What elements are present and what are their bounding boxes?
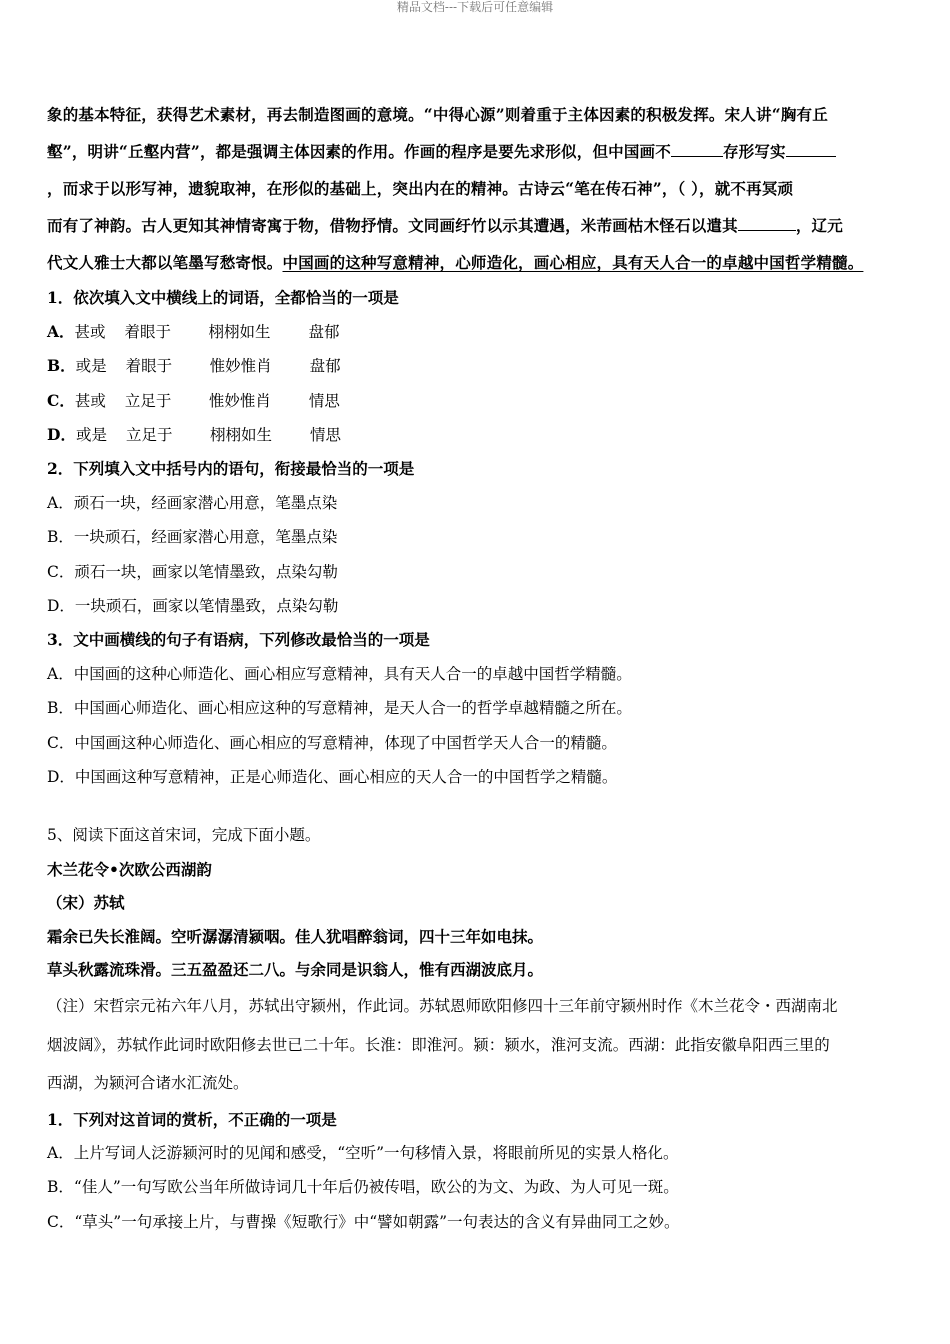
option-d: D．一块顽石，画家以笔情墨致，点染勾勒 (47, 596, 339, 615)
option-a: A．甚或 着眼于 栩栩如生 盘郁 (47, 322, 340, 342)
option-b: B．中国画心师造化、画心相应这种的写意精神，是天人合一的哲学卓越精髓之所在。 (47, 699, 632, 718)
question-3 (47, 623, 903, 794)
option-c: C．甚或 立足于 惟妙惟肖 情思 (47, 390, 340, 410)
note-line: 西湖，为颍河合诸水汇流处。 (47, 1074, 249, 1093)
question-stem: 2．下列填入文中括号内的语句，衔接最恰当的一项是 (47, 459, 415, 479)
question-stem: 1．依次填入文中横线上的词语，全都恰当的一项是 (47, 288, 399, 307)
poem-author: （宋）苏轼 (47, 893, 125, 913)
option-c: C．顽石一块，画家以笔情墨致，点染勾勒 (47, 562, 338, 581)
passage-line: 象的基本特征，获得艺术素材，再去制造图画的意境。“中得心源”则着重于主体因素的积极发挥。宋人讲“胸有丘 (47, 105, 828, 124)
note-line: 烟波阔》，苏轼作此词时欧阳修去世已二十年。长淮：即淮河。颍：颍水，淮河支流。西湖：此指安徽阜阳西三里的 (47, 1035, 830, 1054)
option-b: B．“佳人”一句写欧公当年所做诗词几十年后仍被传唱，欧公的为文、为政、为人可见一斑。 (47, 1178, 679, 1197)
section-intro: 5、阅读下面这首宋词，完成下面小题。 (47, 826, 321, 845)
poem-line: 霜余已失长淮阔。空听潺潺清颍咽。佳人犹唱醉翁词，四十三年如电抹。 (47, 926, 544, 946)
option-b: B．或是 着眼于 惟妙惟肖 盘郁 (47, 356, 341, 376)
passage-line: ，而求于以形写神，遗貌取神，在形似的基础上，突出内在的精神。古诗云“笔在传石神”，（ ），就不再冥顽 (47, 179, 794, 198)
passage-line: 而有了神韵。古人更知其神情寄寓于物，借物抒情。文同画纡竹以示其遭遇，米芾画枯木怪石以遣其 ，辽元 (47, 216, 843, 235)
fill-blank (671, 140, 723, 157)
underlined-sentence: 中国画的这种写意精神，心师造化，画心相应，具有天人合一的卓越中国哲学精髓。 (282, 253, 864, 272)
fill-blank (738, 214, 796, 231)
section-5 (47, 819, 903, 1239)
section-spacer (47, 794, 903, 819)
option-a: A．顽石一块，经画家潜心用意，笔墨点染 (47, 494, 338, 513)
passage-line: 壑”，明讲“丘壑内营”，都是强调主体因素的作用。作画的程序是要先求形似，但中国画不 存形写实 (47, 133, 903, 170)
poem-title: 木兰花令•次欧公西湖韵 (47, 859, 212, 879)
passage (47, 96, 903, 281)
option-a: A．上片写词人泛游颍河时的见闻和感受，“空听”一句移情入景，将眼前所见的实景人格化。 (47, 1144, 679, 1163)
option-c: C．中国画这种心师造化、画心相应的写意精神，体现了中国哲学天人合一的精髓。 (47, 733, 617, 752)
watermark: 精品文档---下载后可任意编辑 (396, 0, 554, 14)
document-page (47, 96, 903, 1239)
option-d: D．或是 立足于 栩栩如生 情思 (47, 424, 341, 444)
note-line: （注）宋哲宗元祐六年八月，苏轼出守颍州，作此词。苏轼恩师欧阳修四十三年前守颍州时作《木兰花令・西湖南北 (47, 997, 838, 1016)
fill-blank (786, 140, 836, 157)
option-d: D．中国画这种写意精神，正是心师造化、画心相应的天人合一的中国哲学之精髓。 (47, 767, 618, 786)
poem-line: 草头秋露流珠滑。三五盈盈还二八。与余同是识翁人，惟有西湖波底月。 (47, 960, 544, 980)
option-b: B．一块顽石，经画家潜心用意，笔墨点染 (47, 528, 338, 547)
question-stem: 3．文中画横线的句子有语病，下列修改最恰当的一项是 (47, 630, 430, 650)
option-c: C．“草头”一句承接上片，与曹操《短歌行》中“譬如朝露”一句表达的含义有异曲同工之妙。 (47, 1212, 680, 1231)
option-a: A．中国画的这种心师造化、画心相应写意精神，具有天人合一的卓越中国哲学精髓。 (47, 665, 632, 684)
question-stem: 1．下列对这首词的赏析，不正确的一项是 (47, 1109, 337, 1129)
question-1 (47, 281, 903, 452)
question-2 (47, 452, 903, 623)
passage-line: 代文人雅士大都以笔墨写愁寄恨。中国画的这种写意精神，心师造化，画心相应，具有天人合一的卓越中国哲学精髓。 (47, 253, 864, 272)
